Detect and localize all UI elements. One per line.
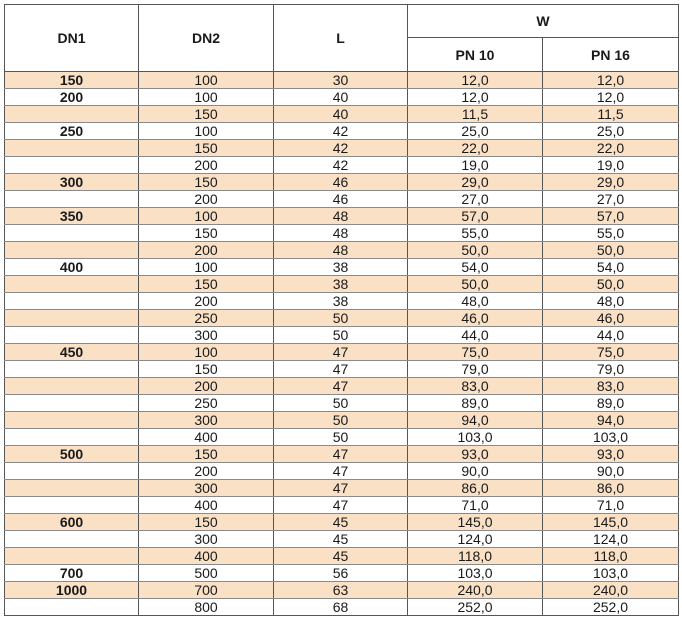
cell-l: 47 <box>274 378 408 395</box>
table-row <box>5 344 679 361</box>
cell-pn10: 103,0 <box>408 429 543 446</box>
cell-pn16: 103,0 <box>543 565 679 582</box>
cell-pn16: 22,0 <box>543 140 679 157</box>
table-row <box>5 429 679 446</box>
cell-pn10: 94,0 <box>408 412 543 429</box>
table-row <box>5 327 679 344</box>
table-row <box>5 72 679 89</box>
table-row <box>5 106 679 123</box>
cell-l: 46 <box>274 191 408 208</box>
cell-dn1 <box>5 548 139 565</box>
table-row <box>5 174 679 191</box>
cell-pn10: 27,0 <box>408 191 543 208</box>
cell-l: 42 <box>274 123 408 140</box>
cell-dn2: 250 <box>139 395 274 412</box>
cell-pn16: 44,0 <box>543 327 679 344</box>
cell-dn1 <box>5 497 139 514</box>
cell-pn16: 145,0 <box>543 514 679 531</box>
cell-pn16: 29,0 <box>543 174 679 191</box>
cell-dn2: 150 <box>139 174 274 191</box>
table-row <box>5 225 679 242</box>
cell-l: 38 <box>274 259 408 276</box>
cell-dn1 <box>5 463 139 480</box>
cell-l: 45 <box>274 548 408 565</box>
cell-dn1 <box>5 140 139 157</box>
cell-dn1: 300 <box>5 174 139 191</box>
table-row <box>5 310 679 327</box>
cell-pn16: 89,0 <box>543 395 679 412</box>
cell-dn2: 800 <box>139 599 274 616</box>
cell-dn2: 300 <box>139 480 274 497</box>
cell-dn2: 150 <box>139 514 274 531</box>
cell-dn1: 350 <box>5 208 139 225</box>
table-container <box>4 4 679 616</box>
table-row <box>5 361 679 378</box>
cell-l: 50 <box>274 310 408 327</box>
cell-pn16: 57,0 <box>543 208 679 225</box>
table-row <box>5 463 679 480</box>
cell-pn16: 94,0 <box>543 412 679 429</box>
cell-pn10: 12,0 <box>408 72 543 89</box>
table-row <box>5 140 679 157</box>
cell-pn16: 118,0 <box>543 548 679 565</box>
table-row <box>5 531 679 548</box>
cell-pn16: 27,0 <box>543 191 679 208</box>
cell-pn10: 103,0 <box>408 565 543 582</box>
cell-pn10: 90,0 <box>408 463 543 480</box>
table-row <box>5 276 679 293</box>
cell-pn16: 90,0 <box>543 463 679 480</box>
cell-pn10: 54,0 <box>408 259 543 276</box>
cell-l: 50 <box>274 395 408 412</box>
table-row <box>5 497 679 514</box>
cell-pn16: 48,0 <box>543 293 679 310</box>
cell-dn1: 400 <box>5 259 139 276</box>
cell-dn1 <box>5 276 139 293</box>
table-row <box>5 565 679 582</box>
cell-pn10: 118,0 <box>408 548 543 565</box>
header-dn1: DN1 <box>5 5 139 72</box>
cell-dn2: 100 <box>139 89 274 106</box>
table-row <box>5 480 679 497</box>
cell-dn2: 100 <box>139 259 274 276</box>
cell-pn16: 240,0 <box>543 582 679 599</box>
cell-dn2: 250 <box>139 310 274 327</box>
cell-dn2: 300 <box>139 531 274 548</box>
cell-pn16: 124,0 <box>543 531 679 548</box>
cell-l: 47 <box>274 446 408 463</box>
cell-pn16: 11,5 <box>543 106 679 123</box>
cell-pn10: 89,0 <box>408 395 543 412</box>
cell-l: 30 <box>274 72 408 89</box>
header-pn10: PN 10 <box>408 38 543 72</box>
cell-pn16: 54,0 <box>543 259 679 276</box>
cell-pn16: 86,0 <box>543 480 679 497</box>
cell-l: 42 <box>274 157 408 174</box>
table-row <box>5 599 679 616</box>
cell-pn16: 93,0 <box>543 446 679 463</box>
cell-pn10: 83,0 <box>408 378 543 395</box>
cell-pn16: 79,0 <box>543 361 679 378</box>
cell-pn10: 71,0 <box>408 497 543 514</box>
table-row <box>5 259 679 276</box>
cell-l: 38 <box>274 276 408 293</box>
cell-dn2: 700 <box>139 582 274 599</box>
cell-dn2: 200 <box>139 463 274 480</box>
cell-pn10: 93,0 <box>408 446 543 463</box>
cell-dn2: 500 <box>139 565 274 582</box>
cell-l: 47 <box>274 480 408 497</box>
cell-dn2: 150 <box>139 140 274 157</box>
cell-pn10: 12,0 <box>408 89 543 106</box>
table-body <box>5 72 679 616</box>
cell-pn16: 50,0 <box>543 276 679 293</box>
cell-pn10: 50,0 <box>408 276 543 293</box>
cell-pn16: 83,0 <box>543 378 679 395</box>
cell-dn1: 1000 <box>5 582 139 599</box>
cell-dn1: 150 <box>5 72 139 89</box>
cell-dn1 <box>5 191 139 208</box>
cell-dn2: 200 <box>139 191 274 208</box>
table-row <box>5 89 679 106</box>
cell-dn1 <box>5 225 139 242</box>
cell-dn2: 400 <box>139 497 274 514</box>
cell-dn1 <box>5 327 139 344</box>
cell-dn1 <box>5 157 139 174</box>
cell-dn1 <box>5 429 139 446</box>
header-dn2: DN2 <box>139 5 274 72</box>
cell-pn10: 48,0 <box>408 293 543 310</box>
cell-dn1: 250 <box>5 123 139 140</box>
cell-dn1: 450 <box>5 344 139 361</box>
cell-l: 50 <box>274 429 408 446</box>
cell-l: 45 <box>274 531 408 548</box>
header-l: L <box>274 5 408 72</box>
header-w: W <box>408 5 679 38</box>
table-row <box>5 412 679 429</box>
cell-pn10: 55,0 <box>408 225 543 242</box>
cell-dn2: 100 <box>139 72 274 89</box>
cell-dn1: 700 <box>5 565 139 582</box>
cell-dn1 <box>5 412 139 429</box>
cell-dn2: 150 <box>139 276 274 293</box>
cell-dn2: 300 <box>139 412 274 429</box>
cell-l: 50 <box>274 327 408 344</box>
cell-pn10: 124,0 <box>408 531 543 548</box>
cell-dn1 <box>5 242 139 259</box>
cell-l: 40 <box>274 89 408 106</box>
cell-dn2: 300 <box>139 327 274 344</box>
cell-dn2: 150 <box>139 106 274 123</box>
header-pn16: PN 16 <box>543 38 679 72</box>
cell-l: 48 <box>274 208 408 225</box>
table-row <box>5 157 679 174</box>
cell-l: 47 <box>274 344 408 361</box>
cell-pn10: 46,0 <box>408 310 543 327</box>
cell-pn10: 11,5 <box>408 106 543 123</box>
cell-dn1 <box>5 293 139 310</box>
table-row <box>5 191 679 208</box>
cell-pn16: 25,0 <box>543 123 679 140</box>
cell-pn16: 103,0 <box>543 429 679 446</box>
cell-l: 63 <box>274 582 408 599</box>
cell-l: 47 <box>274 361 408 378</box>
cell-dn2: 150 <box>139 446 274 463</box>
cell-dn1 <box>5 480 139 497</box>
cell-dn2: 100 <box>139 208 274 225</box>
cell-dn2: 150 <box>139 225 274 242</box>
table-row <box>5 395 679 412</box>
table-row <box>5 293 679 310</box>
cell-pn10: 29,0 <box>408 174 543 191</box>
cell-dn1 <box>5 361 139 378</box>
table-row <box>5 548 679 565</box>
cell-l: 38 <box>274 293 408 310</box>
cell-dn1: 200 <box>5 89 139 106</box>
cell-dn1: 600 <box>5 514 139 531</box>
cell-dn2: 100 <box>139 344 274 361</box>
cell-pn10: 57,0 <box>408 208 543 225</box>
cell-dn2: 150 <box>139 361 274 378</box>
cell-dn2: 100 <box>139 123 274 140</box>
cell-dn1 <box>5 378 139 395</box>
cell-l: 47 <box>274 463 408 480</box>
cell-dn1 <box>5 395 139 412</box>
cell-pn16: 12,0 <box>543 89 679 106</box>
cell-dn2: 200 <box>139 157 274 174</box>
cell-pn10: 252,0 <box>408 599 543 616</box>
cell-pn10: 19,0 <box>408 157 543 174</box>
cell-pn10: 22,0 <box>408 140 543 157</box>
cell-l: 68 <box>274 599 408 616</box>
cell-pn10: 240,0 <box>408 582 543 599</box>
cell-dn1 <box>5 599 139 616</box>
cell-dn2: 200 <box>139 378 274 395</box>
cell-dn1 <box>5 531 139 548</box>
table-row <box>5 123 679 140</box>
cell-pn16: 75,0 <box>543 344 679 361</box>
cell-pn10: 79,0 <box>408 361 543 378</box>
cell-pn16: 252,0 <box>543 599 679 616</box>
cell-dn1 <box>5 310 139 327</box>
cell-pn16: 12,0 <box>543 72 679 89</box>
table-row <box>5 446 679 463</box>
cell-l: 40 <box>274 106 408 123</box>
cell-pn16: 50,0 <box>543 242 679 259</box>
cell-pn10: 86,0 <box>408 480 543 497</box>
table-row <box>5 514 679 531</box>
cell-l: 45 <box>274 514 408 531</box>
table-row <box>5 582 679 599</box>
cell-dn1 <box>5 106 139 123</box>
cell-l: 42 <box>274 140 408 157</box>
cell-dn2: 200 <box>139 242 274 259</box>
cell-l: 50 <box>274 412 408 429</box>
cell-pn10: 25,0 <box>408 123 543 140</box>
cell-pn16: 71,0 <box>543 497 679 514</box>
cell-pn16: 55,0 <box>543 225 679 242</box>
table-row <box>5 378 679 395</box>
cell-dn2: 400 <box>139 429 274 446</box>
table-row <box>5 208 679 225</box>
cell-dn2: 200 <box>139 293 274 310</box>
cell-dn1: 500 <box>5 446 139 463</box>
dimensions-table <box>4 4 679 616</box>
cell-l: 48 <box>274 225 408 242</box>
cell-l: 48 <box>274 242 408 259</box>
cell-pn10: 50,0 <box>408 242 543 259</box>
cell-pn10: 44,0 <box>408 327 543 344</box>
cell-l: 56 <box>274 565 408 582</box>
cell-pn10: 75,0 <box>408 344 543 361</box>
cell-pn10: 145,0 <box>408 514 543 531</box>
cell-pn16: 46,0 <box>543 310 679 327</box>
cell-l: 47 <box>274 497 408 514</box>
cell-dn2: 400 <box>139 548 274 565</box>
cell-pn16: 19,0 <box>543 157 679 174</box>
cell-l: 46 <box>274 174 408 191</box>
table-row <box>5 242 679 259</box>
